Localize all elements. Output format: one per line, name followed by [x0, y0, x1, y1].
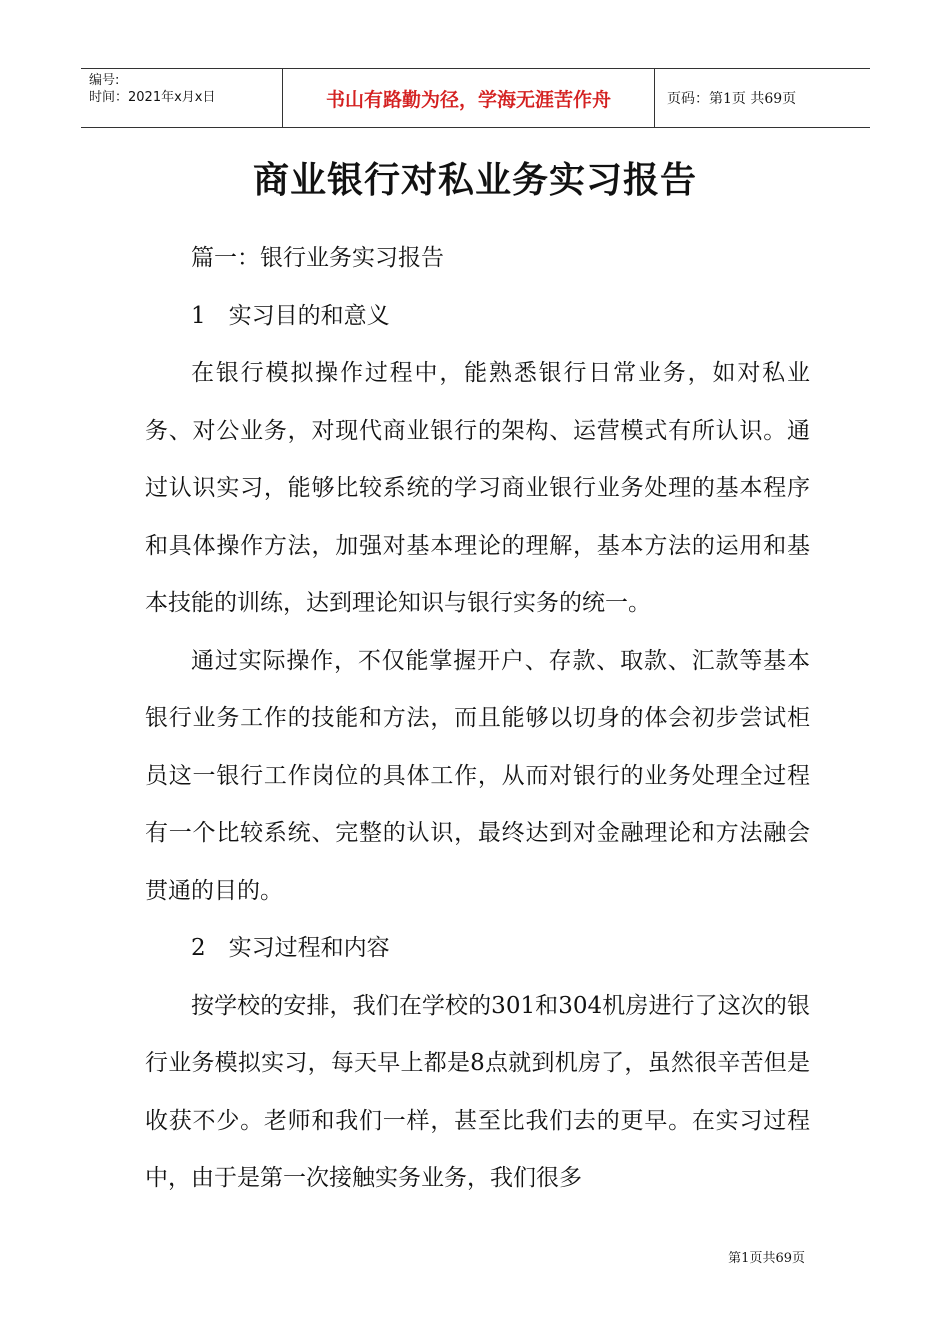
section-heading: 篇一：银行业务实习报告	[191, 245, 444, 271]
body-paragraph: 在银行模拟操作过程中，能熟悉银行日常业务，如对私业务、对公业务，对现代商业银行的架构、运营模式有所认识。通过认识实习，能够比较系统的学习商业银行业务处理的基本程序和具体操作方法，加强对基本理论的理解，基本方法的运用和基本技能的训练，达到理论知识与银行实务的统一。	[145, 360, 810, 616]
document-date: 时间：2021年x月x日	[89, 90, 216, 105]
header-motto: 书山有路勤为径，学海无涯苦作舟	[282, 69, 655, 127]
footer-page-number: 第1页共69页	[728, 1251, 805, 1266]
document-body	[145, 230, 810, 1208]
body-paragraph: 通过实际操作，不仅能掌握开户、存款、取款、汇款等基本银行业务工作的技能和方法，而且能够以切身的体会初步尝试柜员这一银行工作岗位的具体工作，从而对银行的业务处理全过程有一个比较系统、完整的认识，最终达到对金融理论和方法融会贯通的目的。	[145, 647, 810, 904]
document-number-label: 编号:	[89, 73, 120, 88]
document-title: 商业银行对私业务实习报告	[252, 160, 697, 201]
header-meta	[81, 69, 282, 127]
body-paragraph: 按学校的安排，我们在学校的301和304机房进行了这次的银行业务模拟实习，每天早上都是8点就到机房了，虽然很辛苦但是收获不少。老师和我们一样，甚至比我们去的更早。在实习过程中，由于是第一次接触实务业务，我们很多	[145, 992, 810, 1191]
document-header	[81, 68, 870, 128]
subsection-heading: 1 实习目的和意义	[191, 302, 390, 329]
subsection-heading: 2 实习过程和内容	[191, 935, 390, 961]
header-page-info: 页码：第1页 共69页	[667, 91, 797, 107]
